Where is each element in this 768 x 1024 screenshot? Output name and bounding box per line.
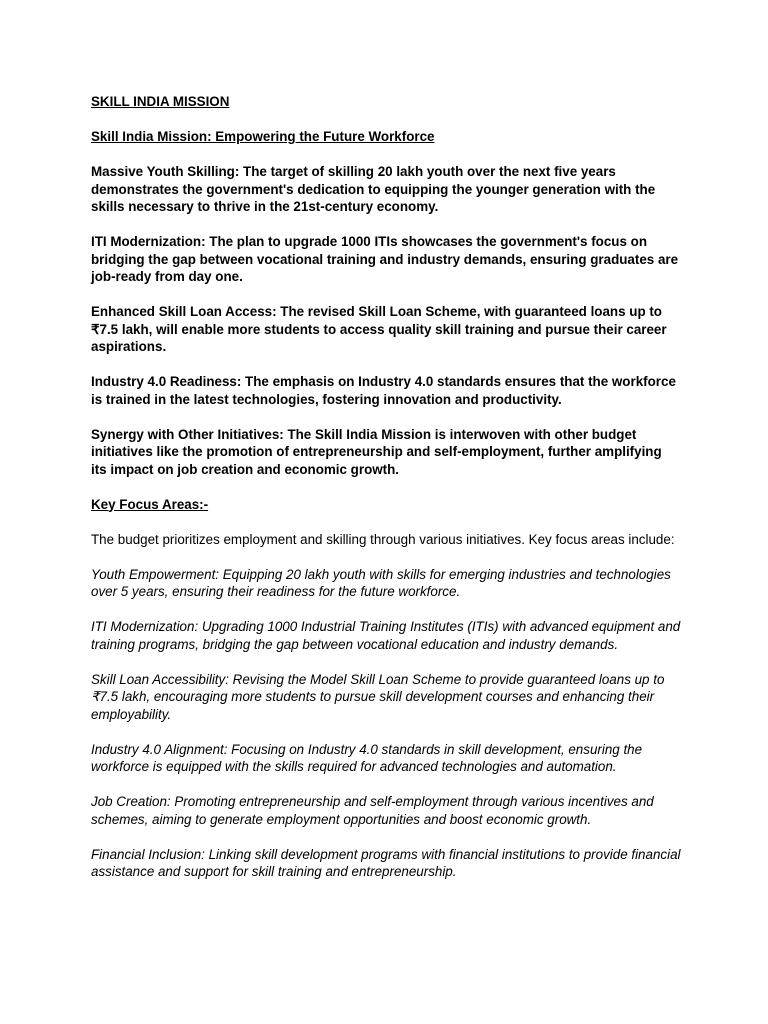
focus-area-skill-loan: Skill Loan Accessibility: Revising the Model Skill Loan Scheme to provide guaranteed loans up to ₹7.5 lakh, encouraging more students to pursue skill development courses and enhancing their employability. [91, 671, 665, 722]
highlight-paragraph-skill-loan: Enhanced Skill Loan Access: The revised Skill Loan Scheme, with guaranteed loans up to ₹7.5 lakh, will enable more students to access quality skill training and pursue their career aspirations. [91, 304, 667, 354]
focus-area-financial-inclusion: Financial Inclusion: Linking skill development programs with financial institutions to provide financial assistance and support for skill training and entrepreneurship. [91, 846, 681, 879]
focus-area-job-creation: Job Creation: Promoting entrepreneurship and self-employment through various incentives and schemes, aiming to generate employment opportunities and boost economic growth. [91, 794, 654, 827]
focus-area-youth-empowerment: Youth Empowerment: Equipping 20 lakh youth with skills for emerging industries and technologies over 5 years, ensuring their readiness for the future workforce. [91, 566, 671, 599]
intro-paragraph: The budget prioritizes employment and skilling through various initiatives. Key focus areas include: [91, 531, 675, 547]
focus-area-industry-4: Industry 4.0 Alignment: Focusing on Industry 4.0 standards in skill development, ensuring the workforce is equipped with the skills required for advanced technologies and automation. [91, 741, 643, 774]
focus-area-iti-modernization: ITI Modernization: Upgrading 1000 Industrial Training Institutes (ITIs) with advanced equipment and training programs, bridging the gap between vocational education and industry demands. [91, 619, 681, 652]
key-focus-heading: Key Focus Areas:- [91, 496, 209, 512]
document-title: SKILL INDIA MISSION [91, 94, 230, 109]
document-page [91, 93, 681, 881]
highlight-paragraph-iti-modernization: ITI Modernization: The plan to upgrade 1000 ITIs showcases the government's focus on bridging the gap between vocational training and industry demands, ensuring graduates are job-ready from day one. [91, 234, 679, 284]
highlight-paragraph-industry-4: Industry 4.0 Readiness: The emphasis on Industry 4.0 standards ensures that the workforce is trained in the latest technologies, fostering innovation and productivity. [91, 374, 676, 407]
document-subtitle: Skill India Mission: Empowering the Future Workforce [91, 129, 435, 144]
highlight-paragraph-youth-skilling: Massive Youth Skilling: The target of skilling 20 lakh youth over the next five years demonstrates the government's dedication to equipping the younger generation with the skills necessary to thrive in the 21st-century economy. [91, 164, 656, 214]
highlight-paragraph-synergy: Synergy with Other Initiatives: The Skill India Mission is interwoven with other budget initiatives like the promotion of entrepreneurship and self-employment, further amplifying its impact on job creation and economic growth. [91, 426, 662, 477]
